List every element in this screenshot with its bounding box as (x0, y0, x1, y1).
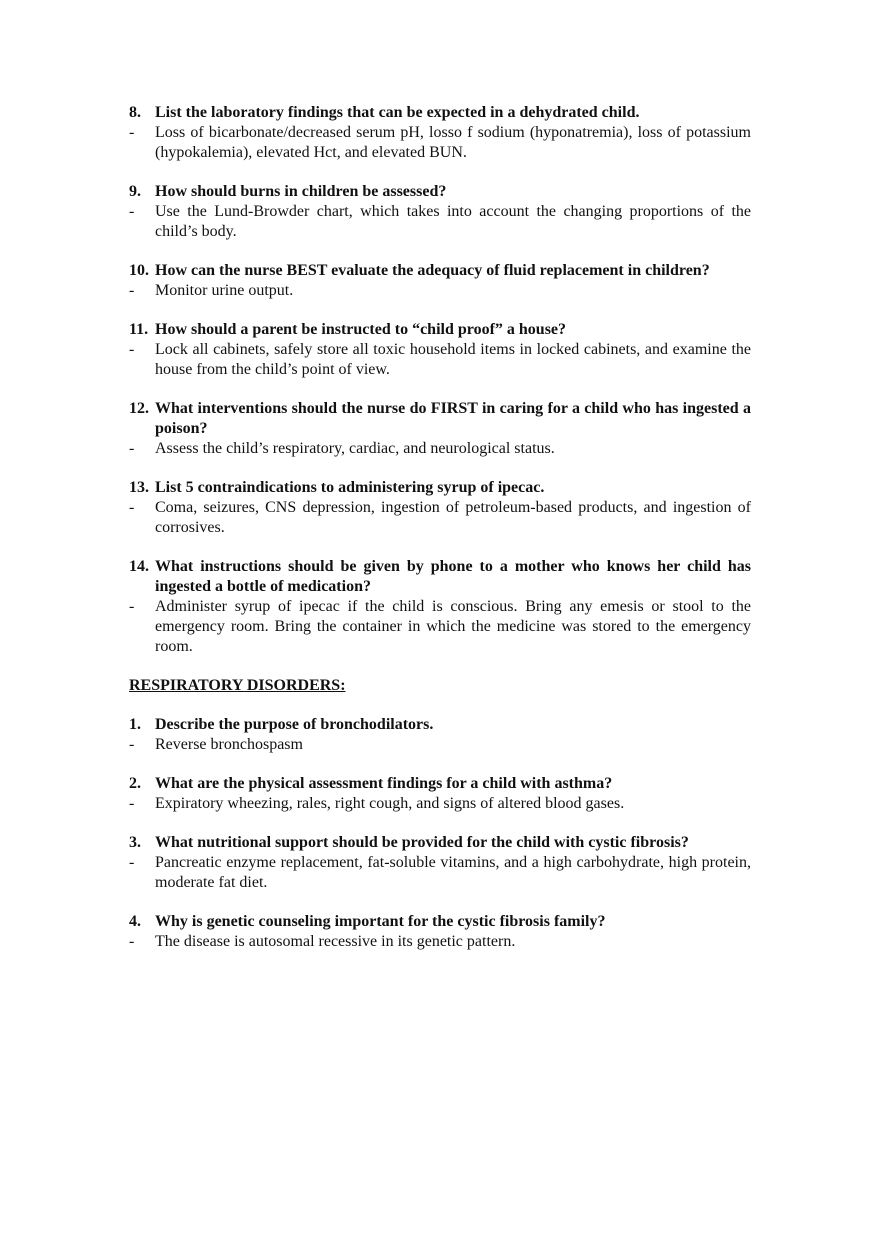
question (129, 557, 751, 597)
question-text: What instructions should be given by phone to a mother who knows her child has ingested a bottle of medication? (155, 558, 751, 595)
answer-bullet: - (129, 736, 135, 753)
question (129, 399, 751, 439)
answer-bullet: - (129, 598, 135, 615)
answer-text: Administer syrup of ipecac if the child is conscious. Bring any emesis or stool to the emergency room. Bring the container in which the medicine was stored to the emergency room. (155, 598, 751, 655)
answer-bullet: - (129, 341, 135, 358)
question-text: Describe the purpose of bronchodilators. (155, 716, 434, 733)
answer-bullet: - (129, 499, 135, 516)
qa-item-10 (129, 261, 751, 301)
answer-text: Use the Lund-Browder chart, which takes into account the changing proportions of the child’s body. (155, 203, 751, 240)
answer-bullet: - (129, 933, 135, 950)
answer (129, 202, 751, 242)
question-number: 2. (129, 775, 141, 792)
question-text: What nutritional support should be provided for the child with cystic fibrosis? (155, 834, 689, 851)
answer (129, 794, 751, 814)
qa-item-resp-4 (129, 912, 751, 952)
question-text: Why is genetic counseling important for the cystic fibrosis family? (155, 913, 606, 930)
answer (129, 853, 751, 893)
question-number: 1. (129, 716, 141, 733)
qa-item-12 (129, 399, 751, 459)
question-number: 14. (129, 558, 149, 575)
section-heading: RESPIRATORY DISORDERS: (129, 677, 346, 694)
question-number: 11. (129, 321, 149, 338)
qa-item-14 (129, 557, 751, 657)
question (129, 912, 751, 932)
question-text: List 5 contraindications to administering syrup of ipecac. (155, 479, 545, 496)
question (129, 833, 751, 853)
answer (129, 498, 751, 538)
answer-text: Lock all cabinets, safely store all toxic household items in locked cabinets, and examine the house from the child’s point of view. (155, 341, 751, 378)
question-text: List the laboratory findings that can be expected in a dehydrated child. (155, 104, 640, 121)
answer (129, 932, 751, 952)
answer-text: Pancreatic enzyme replacement, fat-soluble vitamins, and a high carbohydrate, high protein, moderate fat diet. (155, 854, 751, 891)
qa-item-resp-3 (129, 833, 751, 893)
question-number: 3. (129, 834, 141, 851)
question-text: How should a parent be instructed to “child proof” a house? (155, 321, 567, 338)
question (129, 182, 751, 202)
question (129, 261, 751, 281)
answer-text: Monitor urine output. (155, 282, 294, 299)
question (129, 715, 751, 735)
answer-bullet: - (129, 282, 135, 299)
qa-item-11 (129, 320, 751, 380)
answer (129, 340, 751, 380)
question-number: 8. (129, 104, 141, 121)
document-page (129, 103, 751, 971)
question-text: What interventions should the nurse do FIRST in caring for a child who has ingested a poison? (155, 400, 751, 437)
question (129, 103, 751, 123)
answer (129, 735, 751, 755)
question (129, 478, 751, 498)
question-text: What are the physical assessment findings for a child with asthma? (155, 775, 613, 792)
answer-text: Coma, seizures, CNS depression, ingestion of petroleum-based products, and ingestion of corrosives. (155, 499, 751, 536)
qa-item-resp-1 (129, 715, 751, 755)
question (129, 774, 751, 794)
qa-item-13 (129, 478, 751, 538)
answer (129, 281, 751, 301)
qa-item-resp-2 (129, 774, 751, 814)
answer-text: Reverse bronchospasm (155, 736, 303, 753)
answer-bullet: - (129, 124, 135, 141)
question-number: 13. (129, 479, 149, 496)
answer-bullet: - (129, 203, 135, 220)
question (129, 320, 751, 340)
question-number: 10. (129, 262, 149, 279)
answer-bullet: - (129, 440, 135, 457)
answer-text: Assess the child’s respiratory, cardiac, and neurological status. (155, 440, 555, 457)
question-text: How can the nurse BEST evaluate the adequacy of fluid replacement in children? (155, 262, 710, 279)
answer-text: Loss of bicarbonate/decreased serum pH, losso f sodium (hyponatremia), loss of potassium (hypokalemia), elevated Hct, and elevated BUN. (155, 124, 751, 161)
answer (129, 439, 751, 459)
answer-text: Expiratory wheezing, rales, right cough, and signs of altered blood gases. (155, 795, 625, 812)
answer-bullet: - (129, 795, 135, 812)
question-number: 9. (129, 183, 141, 200)
qa-item-9 (129, 182, 751, 242)
question-number: 4. (129, 913, 141, 930)
answer-text: The disease is autosomal recessive in its genetic pattern. (155, 933, 516, 950)
question-number: 12. (129, 400, 149, 417)
answer (129, 597, 751, 657)
qa-item-8 (129, 103, 751, 163)
answer-bullet: - (129, 854, 135, 871)
question-text: How should burns in children be assessed? (155, 183, 447, 200)
answer (129, 123, 751, 163)
